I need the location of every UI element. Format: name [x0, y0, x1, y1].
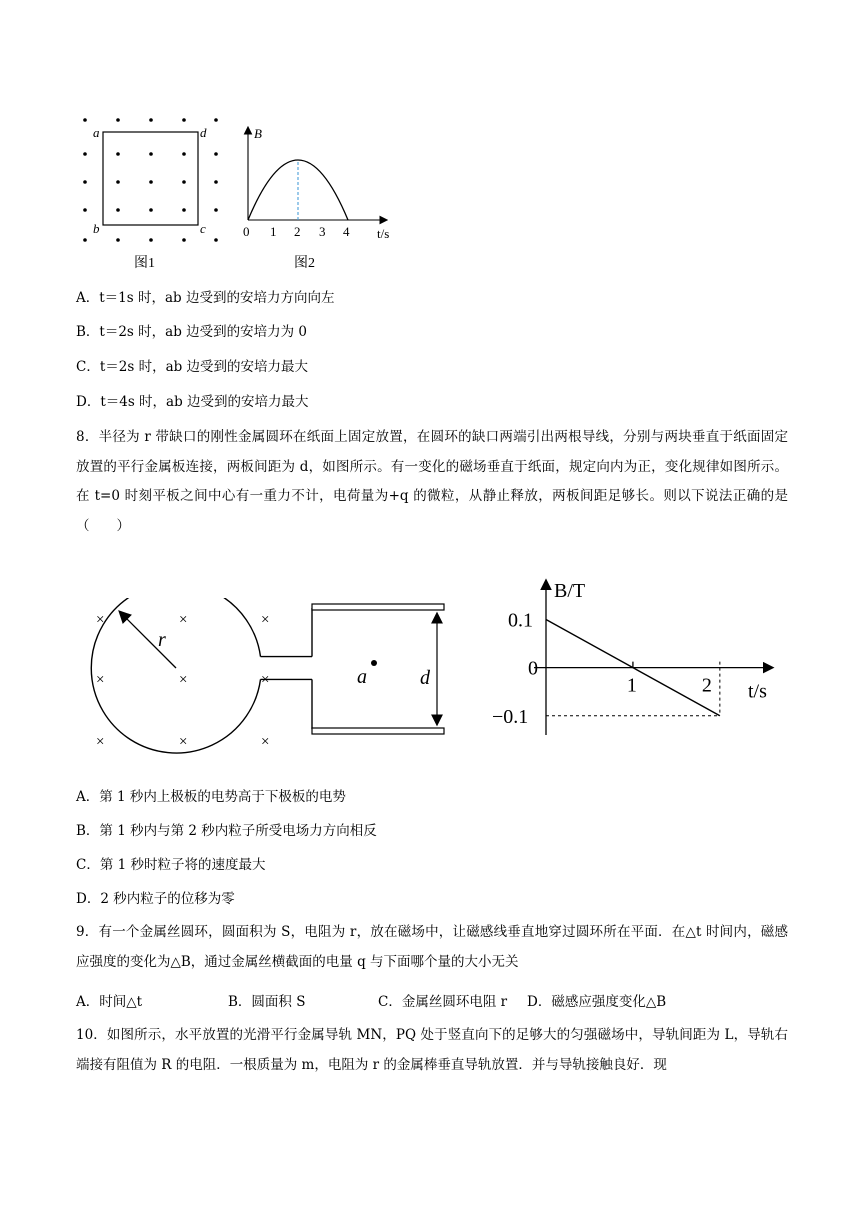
q7-option-c: C．t＝2s 时，ab 边受到的安培力最大	[76, 359, 309, 375]
label-r: r	[158, 629, 166, 651]
figure-ring-capacitor	[80, 598, 450, 758]
tick-1: 1	[270, 224, 277, 239]
q8-stem: 8．半径为 r 带缺口的刚性金属圆环在纸面上固定放置，在圆环的缺口两端引出两根导线，分别与两块垂直于纸面固定放置的平行金属板连接，两板间距为 d，如图所示。有一变化的磁场垂直于纸面，规定向内为正，变化规律如图所示。在 t=0 时刻平板之间中心有一重力不计，电荷量为+q 的微粒，从静止释放，两板间距足够长。则以下说法正确的是（ ）	[76, 429, 788, 534]
fig2-caption: 图2	[294, 256, 315, 271]
cross-mark: ×	[261, 612, 270, 628]
y-axis-label: B/T	[554, 580, 586, 602]
b-t-line-chart	[490, 575, 790, 745]
tick-3: 3	[319, 224, 326, 239]
q10-stem: 10．如图所示，水平放置的光滑平行金属导轨 MN，PQ 处于竖直向下的足够大的匀强磁场中，导轨间距为 L，导轨右端接有阻值为 R 的电阻．一根质量为 m，电阻为 r 的金属棒垂直导轨放置．并与导轨接触良好．现	[76, 1027, 788, 1073]
cross-mark: ×	[179, 734, 188, 750]
cross-mark: ×	[261, 734, 270, 750]
particle-dot	[371, 660, 377, 666]
figure-1-loop-diagram	[76, 112, 226, 272]
cross-mark: ×	[96, 672, 105, 688]
label-a: a	[93, 125, 100, 140]
q7-option-d: D．t＝4s 时，ab 边受到的安培力最大	[76, 394, 309, 410]
x-tick-label-1: 1	[626, 674, 637, 697]
label-d: d	[200, 125, 207, 140]
q9-stem: 9．有一个金属丝圆环，圆面积为 S，电阻为 r，放在磁场中，让磁感线垂直地穿过圆环所在平面．在△t 时间内，磁感应强度的变化为△B，通过金属丝横截面的电量 q 与下面哪个量的大小无关	[76, 924, 788, 970]
tick-0: 0	[243, 224, 250, 239]
field-crosses	[96, 612, 269, 750]
cross-mark: ×	[261, 672, 270, 688]
q8-option-b: B．第 1 秒内与第 2 秒内粒子所受电场力方向相反	[76, 823, 377, 839]
label-d: d	[420, 667, 430, 689]
y-tick-label-minus-0.1: −0.1	[492, 705, 529, 728]
cross-mark: ×	[179, 612, 188, 628]
radius-arrow	[120, 612, 176, 668]
fig1-caption: 图1	[134, 256, 155, 271]
q8-option-c: C．第 1 秒时粒子将的速度最大	[76, 857, 266, 873]
cross-mark: ×	[96, 612, 105, 628]
q9-option-c: C．金属丝圆环电阻 r	[378, 994, 508, 1010]
cross-mark: ×	[179, 672, 188, 688]
q9-option-d: D．磁感应强度变化△B	[527, 994, 667, 1010]
q9-option-a: A．时间△t	[76, 994, 143, 1010]
y-tick-label-0.1: 0.1	[508, 609, 533, 632]
label-b: b	[93, 221, 100, 236]
figure-2-b-t-graph	[236, 122, 401, 272]
cross-mark: ×	[96, 734, 105, 750]
x-axis-label: t/s	[748, 680, 767, 703]
tick-2: 2	[294, 224, 301, 239]
x-tick-label-2: 2	[701, 674, 712, 697]
q8-option-d: D．2 秒内粒子的位移为零	[76, 891, 235, 907]
axis-label-t: t/s	[377, 226, 390, 241]
q7-option-b: B．t＝2s 时，ab 边受到的安培力为 0	[76, 324, 308, 340]
q8-option-a: A．第 1 秒内上极板的电势高于下极板的电势	[76, 789, 346, 805]
tick-4: 4	[343, 224, 350, 239]
q9-option-b: B．圆面积 S	[228, 994, 306, 1010]
label-a: a	[357, 666, 367, 688]
y-tick-label-0: 0	[528, 657, 538, 680]
q7-option-a: A．t＝1s 时，ab 边受到的安培力方向向左	[76, 290, 335, 306]
label-c: c	[200, 221, 206, 236]
axis-label-b: B	[254, 126, 262, 141]
